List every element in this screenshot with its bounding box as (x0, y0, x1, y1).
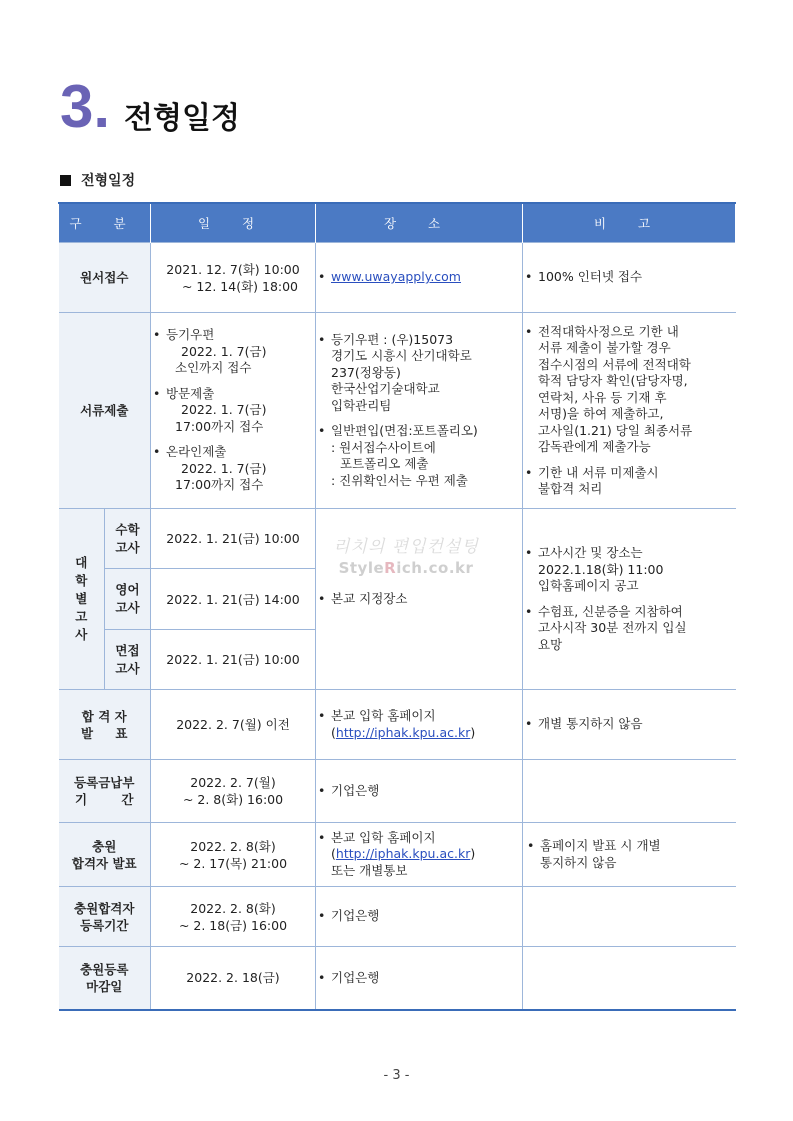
date-line: 소인까지 접수 (175, 360, 252, 376)
row-category: 원서접수 (59, 243, 151, 313)
homepage-link[interactable]: http://iphak.kpu.ac.kr (335, 724, 471, 740)
row-note (523, 313, 736, 509)
note-item: • 기한 내 서류 미제출시 (523, 465, 736, 482)
row-note (523, 887, 736, 947)
place-item: • 본교 지정장소 (316, 591, 522, 608)
paren: ( (331, 724, 336, 740)
watermark-part: ich.co.kr (396, 559, 474, 577)
date-line: 17:00까지 접수 (175, 418, 264, 434)
date-line: 17:00까지 접수 (175, 477, 264, 493)
exam-category (59, 509, 105, 690)
table-row (59, 509, 736, 569)
note-item: • 수험표, 신분증을 지참하여 (523, 604, 736, 621)
row-date (151, 313, 316, 509)
note-line: 연락처, 사유 등 기재 후 (538, 389, 667, 405)
table-row (59, 823, 736, 887)
place-item-title: • 등기우편 : (우)15073 (316, 332, 522, 349)
place-item: • 기업은행 (316, 970, 522, 987)
row-date (151, 760, 316, 823)
row-category: 서류제출 (59, 313, 151, 509)
note-item: • 개별 통지하지 않음 (523, 716, 736, 733)
table-row (59, 947, 736, 1010)
table-row (59, 690, 736, 760)
sub-line: 고사 (115, 660, 140, 676)
note-line: 2022.1.18(화) 11:00 (538, 561, 664, 577)
row-place (316, 823, 523, 887)
category-line: 기 간 (74, 792, 134, 807)
row-category (59, 823, 151, 887)
place-item: • 본교 입학 홈페이지 (316, 830, 522, 847)
row-note (523, 690, 736, 760)
date-line: 2022. 1. 7(금) (181, 402, 267, 418)
homepage-link[interactable]: http://iphak.kpu.ac.kr (335, 846, 471, 862)
header-date: 일 정 (151, 203, 316, 243)
row-note (523, 947, 736, 1010)
page-number: - 3 - (383, 1068, 410, 1083)
note-line: 입학홈페이지 공고 (538, 578, 639, 593)
date-line: ~ 12. 14(화) 18:00 (181, 278, 299, 294)
place-line: 또는 개별통보 (331, 862, 408, 878)
place-line: 경기도 시흥시 산기대학로 (331, 348, 472, 364)
row-category (59, 690, 151, 760)
row-date: 2022. 1. 21(금) 10:00 (151, 509, 316, 569)
note-line: 접수시점의 서류에 전적대학 (538, 356, 691, 372)
square-bullet-icon (60, 175, 71, 186)
table-row (59, 313, 736, 509)
date-line: 2021. 12. 7(화) 10:00 (166, 261, 300, 277)
header-category: 구 분 (59, 203, 151, 243)
category-line: 충원등록 (80, 961, 129, 977)
category-line: 발 표 (80, 725, 128, 741)
category-char: 사 (75, 627, 88, 642)
row-date: 2022. 2. 18(금) (151, 947, 316, 1010)
place-line: 포트폴리오 제출 (340, 456, 429, 472)
watermark-line1: 리치의 편입컨설팅 (333, 537, 479, 557)
note-item: • 100% 인터넷 접수 (523, 269, 736, 286)
date-line: 2022. 2. 7(월) (190, 775, 276, 790)
date-line: ~ 2. 18(금) 16:00 (178, 917, 288, 933)
place-item: • 본교 입학 홈페이지 (316, 708, 522, 725)
row-category (59, 887, 151, 947)
schedule-table (58, 202, 736, 1011)
header-note: 비 고 (523, 203, 736, 243)
note-line: 학적 담당자 확인(담당자명, (538, 373, 688, 388)
note-line: 감독관에게 제출가능 (538, 439, 651, 454)
place-line: 입학관리팀 (331, 397, 392, 413)
paren: ) (470, 724, 476, 740)
sub-line: 영어 (115, 582, 140, 597)
sub-line: 면접 (115, 642, 140, 658)
date-line: 2022. 2. 8(화) (190, 900, 276, 916)
date-item-title: • 방문제출 (151, 386, 315, 403)
chapter-title: 전형일정 (124, 101, 240, 136)
category-char: 별 (75, 591, 88, 606)
date-line: 2022. 1. 7(금) (181, 460, 267, 476)
watermark-part: Style (338, 559, 385, 577)
sub-line: 고사 (115, 539, 140, 555)
paren: ( (331, 846, 336, 862)
apply-site-link[interactable]: www.uwayapply.com (331, 269, 461, 285)
note-line: 고사시작 30분 전까지 입실 (538, 620, 687, 635)
date-item-title: • 온라인제출 (151, 444, 315, 461)
date-line: 2022. 1. 7(금) (181, 343, 267, 359)
row-place (316, 313, 523, 509)
row-place (316, 509, 523, 690)
date-line: ~ 2. 8(화) 16:00 (182, 792, 284, 807)
note-item: • 고사시간 및 장소는 (523, 545, 736, 562)
row-place (316, 947, 523, 1010)
place-item: • 기업은행 (316, 908, 522, 925)
watermark-part: R (384, 559, 397, 577)
note-item: • 홈페이지 발표 시 개별 (525, 838, 736, 855)
row-date: 2022. 1. 21(금) 14:00 (151, 569, 316, 630)
row-category (59, 760, 151, 823)
category-line: 충원합격자 (74, 900, 135, 916)
chapter-number: 3. (60, 73, 111, 140)
row-note (523, 760, 736, 823)
row-place (316, 760, 523, 823)
row-date (151, 243, 316, 313)
date-line: 2022. 2. 8(화) (190, 838, 276, 854)
place-line: 한국산업기술대학교 (331, 381, 440, 397)
row-place (316, 887, 523, 947)
row-date: 2022. 1. 21(금) 10:00 (151, 630, 316, 690)
note-item: • 전적대학사정으로 기한 내 (523, 324, 736, 341)
table-row (59, 760, 736, 823)
section-header (60, 170, 135, 190)
section-title: 전형일정 (81, 173, 136, 189)
note-line: 서명)을 하여 제출하고, (538, 406, 664, 421)
table-row (59, 887, 736, 947)
row-date: 2022. 2. 7(월) 이전 (151, 690, 316, 760)
sub-line: 고사 (115, 600, 140, 615)
category-line: 합 격 자 (81, 708, 127, 724)
category-char: 대 (75, 555, 88, 570)
category-char: 고 (75, 609, 88, 624)
exam-subcategory (105, 509, 151, 569)
paren: ) (470, 846, 476, 862)
row-place (316, 690, 523, 760)
note-line: 고사일(1.21) 당일 최종서류 (538, 422, 693, 438)
row-category (59, 947, 151, 1010)
exam-subcategory (105, 630, 151, 690)
date-item-title: • 등기우편 (151, 327, 315, 344)
exam-subcategory (105, 569, 151, 630)
category-char: 학 (75, 573, 88, 588)
place-line: : 진위확인서는 우편 제출 (331, 472, 468, 488)
table-row (59, 243, 736, 313)
place-line: 237(정왕동) (331, 364, 401, 380)
place-item: • 기업은행 (316, 783, 522, 800)
sub-line: 수학 (115, 521, 140, 537)
row-place (316, 243, 523, 313)
row-date (151, 887, 316, 947)
place-line: : 원서접수사이트에 (331, 439, 436, 455)
category-line: 합격자 발표 (71, 855, 137, 871)
row-note (523, 509, 736, 690)
place-item-title: • 일반편입(면접:포트폴리오) (316, 423, 522, 440)
date-line: ~ 2. 17(목) 21:00 (178, 855, 288, 871)
category-line: 등록금납부 (74, 775, 135, 790)
note-line: 통지하지 않음 (540, 854, 617, 870)
row-date (151, 823, 316, 887)
note-line: 요망 (538, 636, 563, 652)
header-place: 장 소 (316, 203, 523, 243)
note-line: 불합격 처리 (538, 481, 603, 496)
category-line: 등록기간 (80, 917, 129, 933)
table-header-row (59, 203, 736, 243)
category-line: 충원 (92, 838, 117, 854)
category-line: 마감일 (86, 978, 123, 994)
note-line: 서류 제출이 불가할 경우 (538, 340, 671, 355)
row-note (523, 243, 736, 313)
row-note (523, 823, 736, 887)
